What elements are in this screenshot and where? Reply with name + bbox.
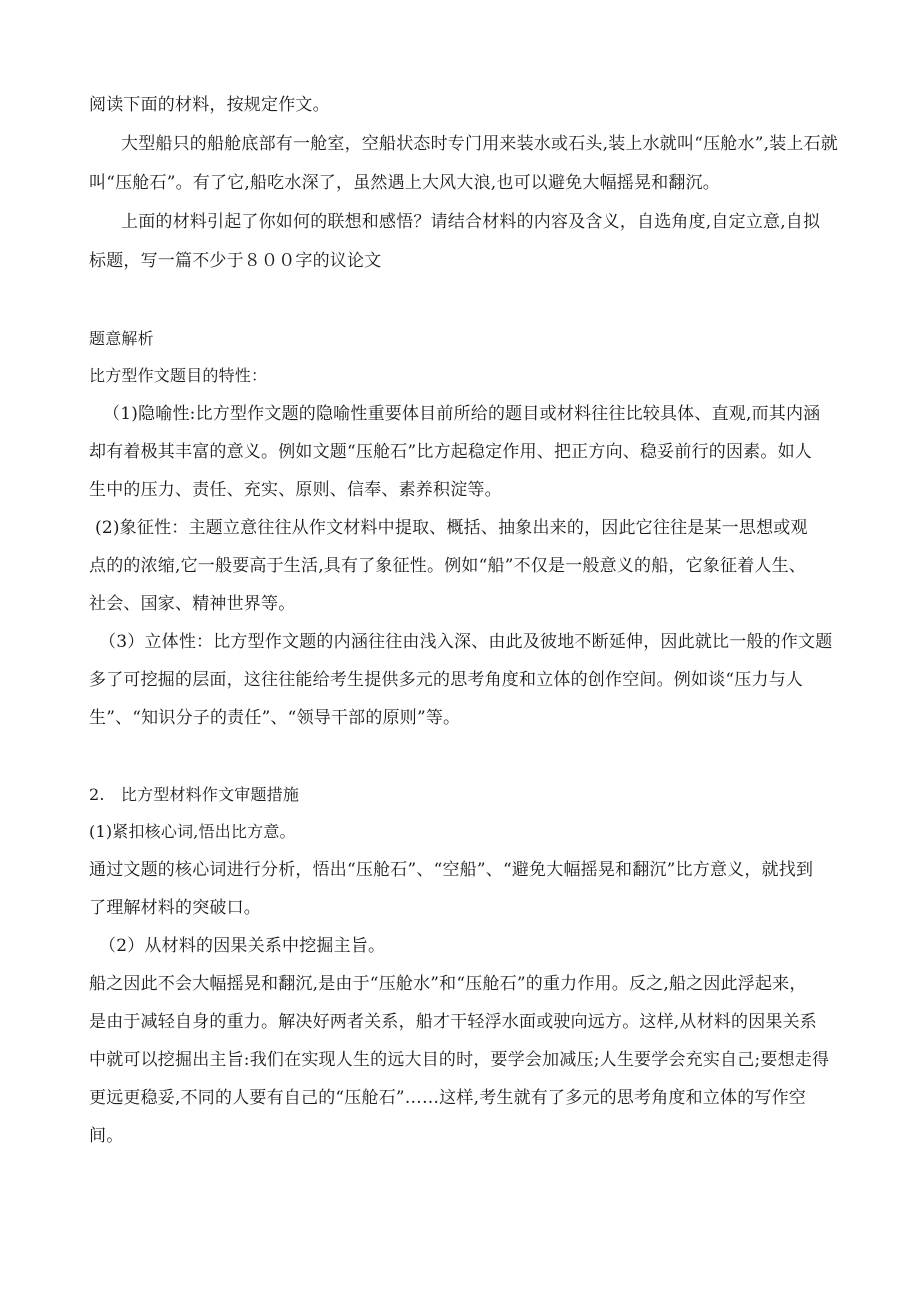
requirement-line-2: 标题，写一篇不少于８００字的议论文 <box>89 251 382 271</box>
analysis-heading: 题意解析 <box>89 329 154 348</box>
point1-line-3: 生中的压力、责任、充实、原则、信奉、素养积淀等。 <box>89 480 502 500</box>
task-instruction: 阅读下面的材料，按规定作文。 <box>89 95 330 115</box>
analysis-subheading: 比方型作文题目的特性： <box>89 366 268 385</box>
step1-line-2: 了理解材料的突破口。 <box>89 898 261 918</box>
step2-line-3: 中就可以挖掘出主旨:我们在实现人生的远大目的时，要学会加减压;人生要学会充实自己;要想走得 <box>89 1050 830 1070</box>
method-heading: 2. 比方型材料作文审题措施 <box>89 785 300 804</box>
step1-title: (1)紧扣核心词,悟出比方意。 <box>89 822 296 841</box>
point3-line-3: 生”、“知识分子的责任”、“领导干部的原则”等。 <box>89 708 461 728</box>
step2-title: （2）从材料的因果关系中挖掘主旨。 <box>99 936 386 956</box>
point2-line-2: 点的的浓缩,它一般要高于生活,具有了象征性。例如“船”不仅是一般意义的船，它象征着人生、 <box>89 556 806 576</box>
step2-line-4: 更远更稳妥,不同的人要有自己的“压舱石”……这样,考生就有了多元的思考角度和立体的写作空 <box>89 1088 806 1108</box>
point3-line-1: （3）立体性：比方型作文题的内涵往往由浅入深、由此及彼地不断延伸，因此就比一般的作文题 <box>99 632 833 652</box>
step2-line-5: 间。 <box>89 1126 124 1146</box>
point1-line-2: 却有着极其丰富的意义。例如文题“压舱石”比方起稳定作用、把正方向、稳妥前行的因素。如人 <box>89 442 812 462</box>
requirement-line-1: 上面的材料引起了你如何的联想和感悟？请结合材料的内容及含义，自选角度,自定立意,自拟 <box>121 212 821 232</box>
point2-line-1: (2)象征性：主题立意往往从作文材料中提取、概括、抽象出来的，因此它往往是某一思想或观 <box>95 518 808 538</box>
point1-line-1: （1)隐喻性:比方型作文题的隐喻性重要体目前所给的题目或材料往往比较具体、直观,而其内涵 <box>103 404 821 424</box>
point3-line-2: 多了可挖掘的层面，这往往能给考生提供多元的思考角度和立体的创作空间。例如谈“压力与人 <box>89 670 804 690</box>
material-line-1: 大型船只的船舱底部有一舱室，空船状态时专门用来装水或石头,装上水就叫“压舱水”,装上石就 <box>121 134 838 154</box>
point2-line-3: 社会、国家、精神世界等。 <box>89 594 296 614</box>
step2-line-2: 是由于减轻自身的重力。解决好两者关系，船才干轻浮水面或驶向远方。这样,从材料的因果关系 <box>89 1012 818 1032</box>
material-line-2: 叫“压舱石”。有了它,船吃水深了，虽然遇上大风大浪,也可以避免大幅摇晃和翻沉。 <box>89 173 720 193</box>
step2-line-1: 船之因此不会大幅摇晃和翻沉,是由于“压舱水”和“压舱石”的重力作用。反之,船之因此浮起来， <box>89 974 807 994</box>
step1-line-1: 通过文题的核心词进行分析，悟出“压舱石”、“空船”、“避免大幅摇晃和翻沉”比方意义，就找到 <box>89 860 814 880</box>
